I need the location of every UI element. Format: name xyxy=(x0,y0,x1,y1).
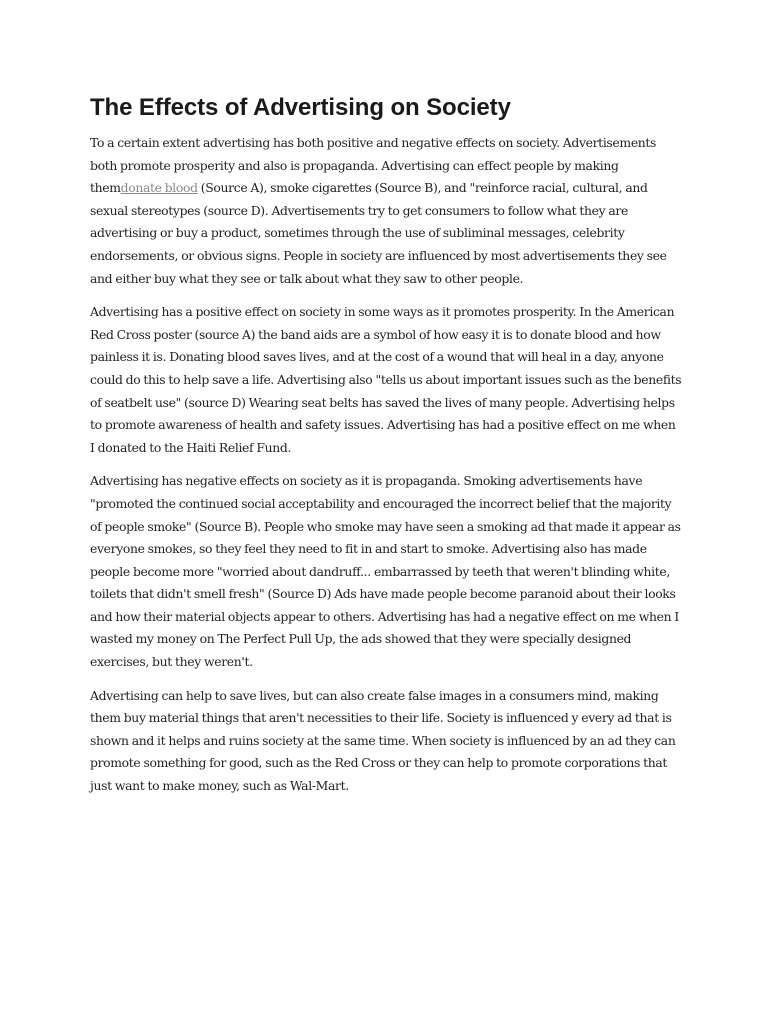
paragraph-intro xyxy=(90,132,682,290)
paragraph-intro-text-after-link: (Source A), smoke cigarettes (Source B), and "reinforce racial, cultural, and sexual stereotypes (source D). Advertisements try to get consumers to follow what they are advertising or buy a product, sometimes through the use of subliminal messages, celebrity endorsements, or obvious signs. People in society are influenced by most advertisements they see and either buy what they see or talk about what they saw to other people. xyxy=(90,180,667,286)
document-page xyxy=(90,92,682,809)
paragraph-intro-text-before-link: To a certain extent advertising has both positive and negative effects on society. Advertisements both promote prosperity and also is propaganda. Advertising can effect people by making them xyxy=(90,135,657,196)
paragraph-conclusion: Advertising can help to save lives, but can also create false images in a consumers mind, making them buy material things that aren't necessities to their life. Society is influenced y every ad that is shown and it helps and ruins society at the same time. When society is influenced by an ad they can promote something for good, such as the Red Cross or they can help to promote corporations that just want to make money, such as Wal-Mart. xyxy=(90,687,676,794)
document-title: The Effects of Advertising on Society xyxy=(90,94,511,121)
paragraph-positive-effects: Advertising has a positive effect on society in some ways as it promotes prosperity. In the American Red Cross poster (source A) the band aids are a symbol of how easy it is to donate blood and how painless it is. Donating blood saves lives, and at the cost of a wound that will heal in a day, anyone could do this to help save a life. Advertising also "tells us about important issues such as the benefits of seatbelt use" (source D) Wearing seat belts has saved the lives of many people. Advertising helps to promote awareness of health and safety issues. Advertising has had a positive effect on me when I donated to the Haiti Relief Fund. xyxy=(90,304,682,455)
donate-blood-link[interactable]: donate blood xyxy=(120,180,198,196)
paragraph-negative-effects: Advertising has negative effects on society as it is propaganda. Smoking advertisements have "promoted the continued social acceptability and encouraged the incorrect belief that the majority of people smoke" (Source B). People who smoke may have seen a smoking ad that made it appear as everyone smokes, so they feel they need to fit in and start to smoke. Advertising also has made people become more "worried about dandruff... embarrassed by teeth that weren't blinding white, toilets that didn't smell fresh" (Source D) Ads have made people become paranoid about their looks and how their material objects appear to others. Advertising has had a negative effect on me when I wasted my money on The Perfect Pull Up, the ads showed that they were specially designed exercises, but they weren't. xyxy=(90,473,681,670)
